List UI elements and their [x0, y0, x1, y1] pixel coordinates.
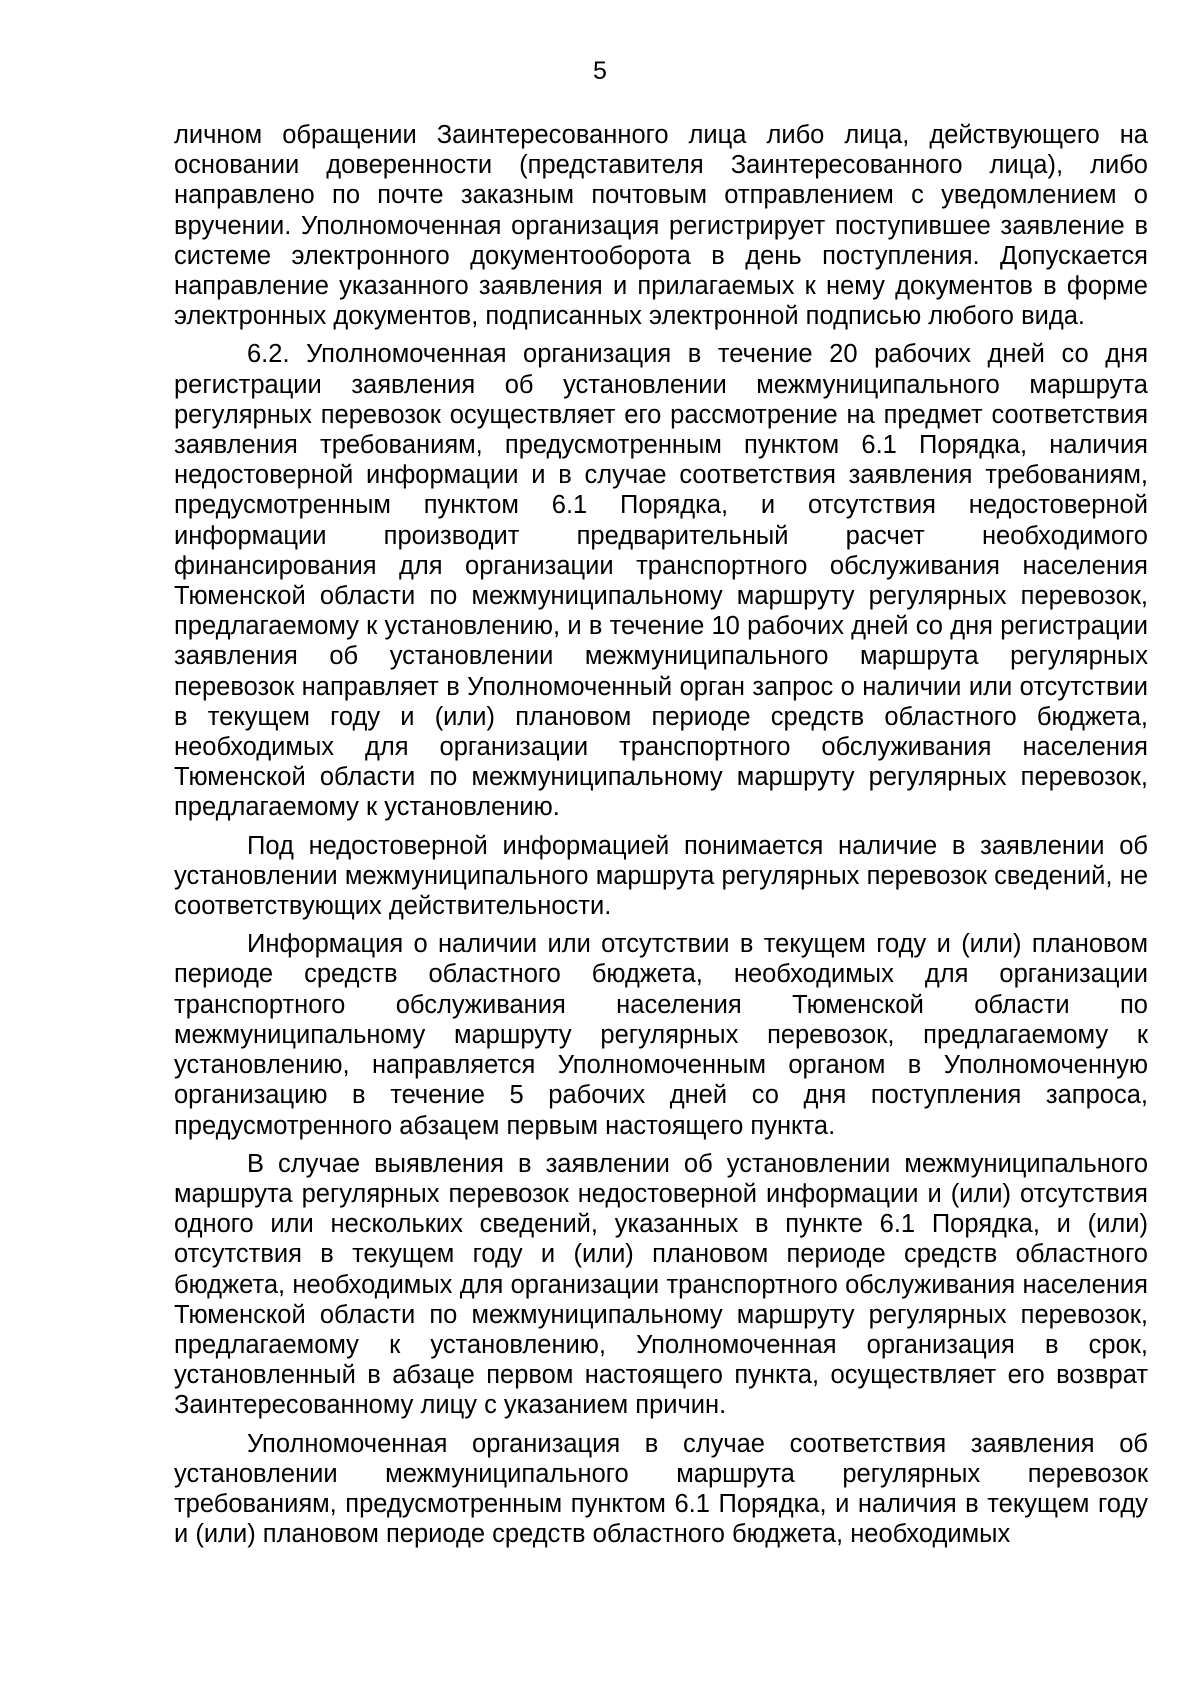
paragraph-approval-conditions: Уполномоченная организация в случае соответствия заявления об установлении межмуниципального маршрута регулярных перевозок требованиям, предусмотренным пунктом 6.1 Порядка, и наличия в текущем году и (или) плановом периоде средств областного бюджета, необходимых — [174, 1429, 1148, 1549]
paragraph-unreliable-info-definition: Под недостоверной информацией понимается наличие в заявлении об установлении межмуниципального маршрута регулярных перевозок сведений, не соответствующих действительности. — [174, 831, 1148, 921]
page-number: 5 — [593, 57, 607, 85]
paragraph-6-2: 6.2. Уполномоченная организация в течение 20 рабочих дней со дня регистрации заявления об установлении межмуниципального маршрута регулярных перевозок осуществляет его рассмотрение на предмет соответствия заявления требованиям, предусмотренным пунктом 6.1 Порядка, наличия недостоверной информации и в случае соответствия заявления требованиям, предусмотренным пунктом 6.1 Порядка, и отсутствия недостоверной информации производит предварительный расчет необходимого финансирования для организации транспортного обслуживания населения Тюменской области по межмуниципальному маршруту регулярных перевозок, предлагаемому к установлению, и в течение 10 рабочих дней со дня регистрации заявления об установлении межмуниципального маршрута регулярных перевозок направляет в Уполномоченный орган запрос о наличии или отсутствии в текущем году и (или) плановом периоде средств областного бюджета, необходимых для организации транспортного обслуживания населения Тюменской области по межмуниципальному маршруту регулярных перевозок, предлагаемому к установлению. — [174, 340, 1148, 822]
paragraph-continuation: личном обращении Заинтересованного лица либо лица, действующего на основании доверенности (представителя Заинтересованного лица), либо направлено по почте заказным почтовым отправлением с уведомлением о вручении. Уполномоченная организация регистрирует поступившее заявление в системе электронного документооборота в день поступления. Допускается направление указанного заявления и прилагаемых к нему документов в форме электронных документов, подписанных электронной подписью любого вида. — [174, 121, 1148, 331]
document-body — [174, 120, 1148, 1557]
paragraph-budget-info: Информация о наличии или отсутствии в текущем году и (или) плановом периоде средств областного бюджета, необходимых для организации транспортного обслуживания населения Тюменской области по межмуниципальному маршруту регулярных перевозок, предлагаемому к установлению, направляется Уполномоченным органом в Уполномоченную организацию в течение 5 рабочих дней со дня поступления запроса, предусмотренного абзацем первым настоящего пункта. — [174, 930, 1148, 1140]
paragraph-return-conditions: В случае выявления в заявлении об установлении межмуниципального маршрута регулярных перевозок недостоверной информации и (или) отсутствия одного или нескольких сведений, указанных в пункте 6.1 Порядка, и (или) отсутствия в текущем году и (или) плановом периоде средств областного бюджета, необходимых для организации транспортного обслуживания населения Тюменской области по межмуниципальному маршруту регулярных перевозок, предлагаемому к установлению, Уполномоченная организация в срок, установленный в абзаце первом настоящего пункта, осуществляет его возврат Заинтересованному лицу с указанием причин. — [174, 1149, 1148, 1420]
